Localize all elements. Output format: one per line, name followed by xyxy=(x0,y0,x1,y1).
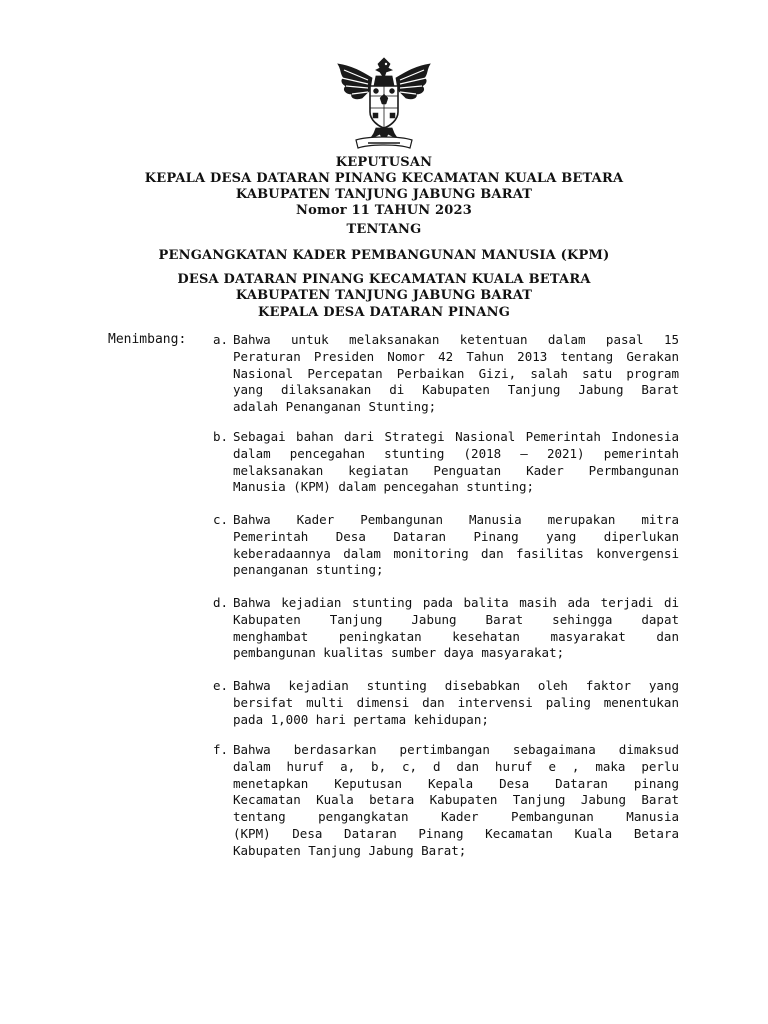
clause-letter: c. xyxy=(213,512,229,527)
clause-line: dalam huruf a, b, c, d dan huruf e , maka perlu xyxy=(233,758,679,774)
decree-authority: KEPALA DESA DATARAN PINANG KECAMATAN KUALA BETARA xyxy=(144,171,624,186)
clause-body xyxy=(233,742,679,860)
clause-line: Kabupaten Tanjung Jabung Barat; xyxy=(233,842,467,858)
clause-line: Manusia (KPM) dalam pencegahan stunting; xyxy=(233,479,535,495)
clause-letter: b. xyxy=(213,429,229,444)
clause-d xyxy=(213,595,679,662)
clause-line: Peraturan Presiden Nomor 42 Tahun 2013 tentang Gerakan xyxy=(233,348,679,364)
decree-location-line2: KABUPATEN TANJUNG JABUNG BARAT xyxy=(235,288,533,303)
clause-line: Bahwa Kader Pembangunan Manusia merupakan mitra xyxy=(233,512,679,527)
clause-f xyxy=(213,742,679,860)
clause-line: bersifat multi dimensi dan intervensi paling menentukan xyxy=(233,694,679,710)
clause-line: Kecamatan Kuala betara Kabupaten Tanjung Jabung Barat xyxy=(233,792,679,808)
clause-body xyxy=(233,429,679,496)
clause-line: melaksanakan kegiatan Penguatan Kader Permbangunan xyxy=(233,462,679,478)
clause-line: Nasional Percepatan Perbaikan Gizi, salah satu program xyxy=(233,365,679,381)
clause-a xyxy=(213,332,679,416)
decree-subject-text: PENGANGKATAN KADER PEMBANGUNAN MANUSIA (KPM) xyxy=(158,248,610,263)
clause-c xyxy=(213,512,679,579)
clause-line: Bahwa untuk melaksanakan ketentuan dalam pasal 15 xyxy=(233,332,679,347)
clause-body xyxy=(233,332,679,416)
clause-body xyxy=(233,595,679,662)
clause-line: pada 1,000 hari pertama kehidupan; xyxy=(233,711,489,727)
clause-line: Pemerintah Desa Dataran Pinang yang diperlukan xyxy=(233,528,679,544)
clause-line: adalah Penanganan Stunting; xyxy=(233,399,437,415)
clause-line: Sebagai bahan dari Strategi Nasional Pemerintah Indonesia xyxy=(233,429,679,444)
clause-body xyxy=(233,512,679,579)
clause-line: tentang pengangkatan Kader Pembangunan Manusia xyxy=(233,809,679,825)
decree-number: Nomor 11 TAHUN 2023 xyxy=(295,203,473,218)
clause-b xyxy=(213,429,679,496)
clause-line: penanganan stunting; xyxy=(233,562,384,578)
clause-letter: f. xyxy=(213,742,229,757)
clause-letter: e. xyxy=(213,678,229,693)
clause-e xyxy=(213,678,679,728)
decree-subject xyxy=(80,248,688,264)
decree-issuer-text: KEPALA DESA DATARAN PINANG xyxy=(257,305,511,320)
clause-letter: a. xyxy=(213,332,229,347)
garuda-emblem-icon xyxy=(328,56,440,152)
clause-body xyxy=(233,678,679,728)
considering-label: Menimbang: xyxy=(108,332,187,347)
clause-line: (KPM) Desa Dataran Pinang Kecamatan Kuala Betara xyxy=(233,825,679,841)
decree-location-line1: DESA DATARAN PINANG KECAMATAN KUALA BETARA xyxy=(177,272,591,287)
clause-line: Kabupaten Tanjung Jabung Barat sehingga dapat xyxy=(233,611,679,627)
about-label xyxy=(80,222,688,238)
about-label-text: TENTANG xyxy=(346,222,422,237)
decree-issuer xyxy=(80,305,688,321)
clause-line: menghambat peningkatan kesehatan masyarakat dan xyxy=(233,628,679,644)
clause-line: Bahwa berdasarkan pertimbangan sebagaimana dimaksud xyxy=(233,742,679,757)
clause-line: keberadaannya dalam monitoring dan fasilitas konvergensi xyxy=(233,545,679,561)
decree-regency: KABUPATEN TANJUNG JABUNG BARAT xyxy=(235,187,533,202)
decree-location xyxy=(80,272,688,304)
clause-letter: d. xyxy=(213,595,229,610)
clause-line: Bahwa kejadian stunting disebabkan oleh faktor yang xyxy=(233,678,679,693)
decree-header xyxy=(80,155,688,219)
clause-line: dalam pencegahan stunting (2018 – 2021) pemerintah xyxy=(233,445,679,461)
clause-line: pembangunan kualitas sumber daya masyarakat; xyxy=(233,645,565,661)
clause-line: yang dilaksanakan di Kabupaten Tanjung Jabung Barat xyxy=(233,382,679,398)
clause-line: menetapkan Keputusan Kepala Desa Dataran pinang xyxy=(233,775,679,791)
clause-line: Bahwa kejadian stunting pada balita masih ada terjadi di xyxy=(233,595,679,610)
decree-title: KEPUTUSAN xyxy=(335,155,433,170)
